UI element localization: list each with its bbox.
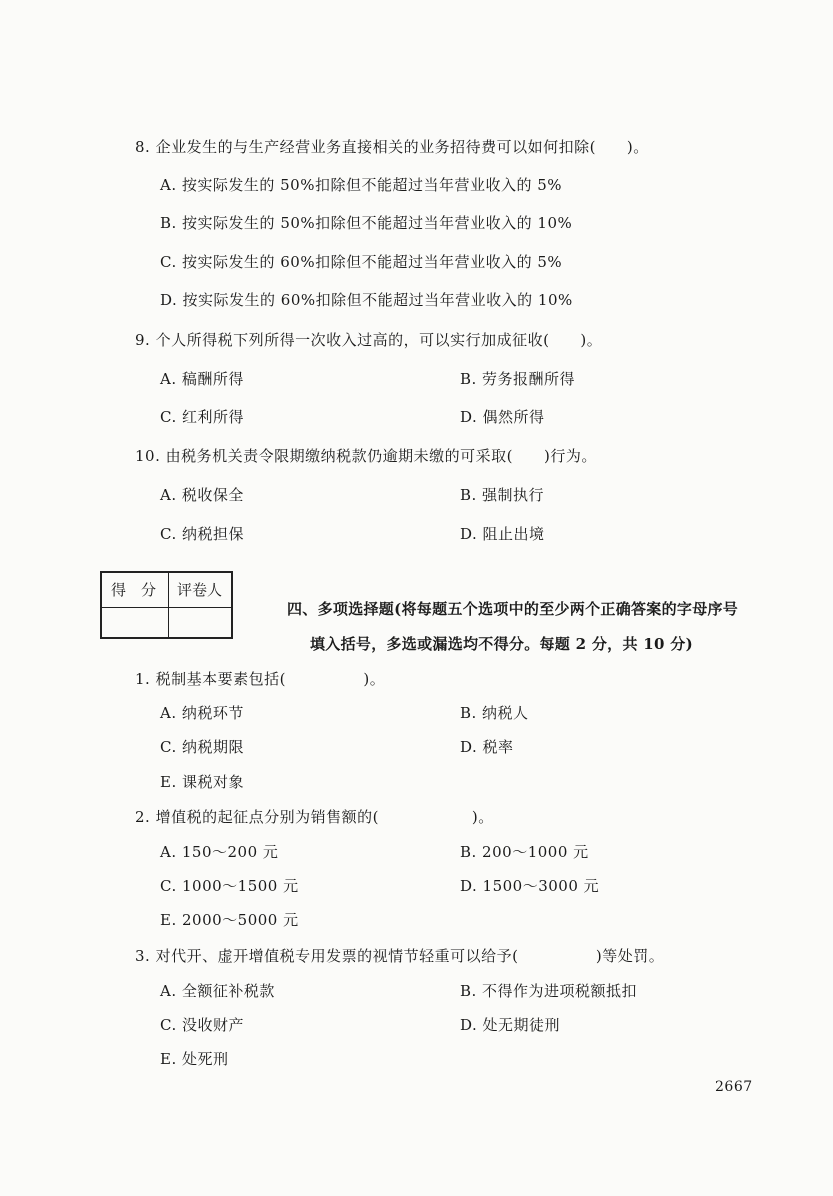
score-label: 得 分 <box>111 581 157 599</box>
multi-question-2-stem: 2. 增值税的起征点分别为销售额的( )。 <box>135 808 494 826</box>
question-8-stem: 8. 企业发生的与生产经营业务直接相关的业务招待费可以如何扣除( )。 <box>135 138 649 156</box>
multi-question-1-stem: 1. 税制基本要素包括( )。 <box>135 670 386 688</box>
multi-question-2-option-b: B. 200～1000 元 <box>460 843 589 861</box>
multi-question-3-option-d: D. 处无期徒刑 <box>460 1016 561 1034</box>
question-9-option-d: D. 偶然所得 <box>460 408 545 426</box>
question-10-option-b: B. 强制执行 <box>460 486 545 504</box>
multi-question-3-option-a: A. 全额征补税款 <box>160 982 275 1000</box>
multi-question-2-option-d: D. 1500～3000 元 <box>460 877 600 895</box>
page-number: 2667 <box>715 1079 753 1095</box>
section-4-title-line-1: 四、多项选择题(将每题五个选项中的至少两个正确答案的字母序号 <box>287 600 739 618</box>
score-box <box>100 571 233 639</box>
question-10-option-d: D. 阻止出境 <box>460 525 545 543</box>
multi-question-1-option-a: A. 纳税环节 <box>160 704 244 722</box>
question-9-option-b: B. 劳务报酬所得 <box>460 370 576 388</box>
grader-input-cell[interactable] <box>169 608 231 639</box>
multi-question-2-option-c: C. 1000～1500 元 <box>160 877 299 895</box>
question-8-option-d: D. 按实际发生的 60%扣除但不能超过当年营业收入的 10% <box>160 291 573 309</box>
grader-label: 评卷人 <box>177 581 223 599</box>
question-10-option-c: C. 纳税担保 <box>160 525 244 543</box>
question-9-stem: 9. 个人所得税下列所得一次收入过高的，可以实行加成征收( )。 <box>135 331 603 349</box>
question-9-option-c: C. 红利所得 <box>160 408 244 426</box>
multi-question-3-option-b: B. 不得作为进项税额抵扣 <box>460 982 638 1000</box>
multi-question-1-option-c: C. 纳税期限 <box>160 738 244 756</box>
multi-question-2-option-e: E. 2000～5000 元 <box>160 911 299 929</box>
question-10-stem: 10. 由税务机关责令限期缴纳税款仍逾期未缴的可采取( )行为。 <box>135 447 597 465</box>
multi-question-3-option-c: C. 没收财产 <box>160 1016 244 1034</box>
multi-question-1-option-d: D. 税率 <box>460 738 514 756</box>
section-4-title-line-2: 填入括号，多选或漏选均不得分。每题 2 分，共 10 分) <box>310 635 693 653</box>
score-input-cell[interactable] <box>102 608 167 639</box>
question-8-option-a: A. 按实际发生的 50%扣除但不能超过当年营业收入的 5% <box>160 176 563 194</box>
multi-question-1-option-e: E. 课税对象 <box>160 773 244 791</box>
multi-question-2-option-a: A. 150～200 元 <box>160 843 279 861</box>
question-8-option-b: B. 按实际发生的 50%扣除但不能超过当年营业收入的 10% <box>160 214 573 232</box>
question-10-option-a: A. 税收保全 <box>160 486 244 504</box>
question-9-option-a: A. 稿酬所得 <box>160 370 244 388</box>
multi-question-3-option-e: E. 处死刑 <box>160 1050 229 1068</box>
multi-question-3-stem: 3. 对代开、虚开增值税专用发票的视情节轻重可以给予( )等处罚。 <box>135 947 665 965</box>
multi-question-1-option-b: B. 纳税人 <box>460 704 529 722</box>
question-8-option-c: C. 按实际发生的 60%扣除但不能超过当年营业收入的 5% <box>160 253 563 271</box>
